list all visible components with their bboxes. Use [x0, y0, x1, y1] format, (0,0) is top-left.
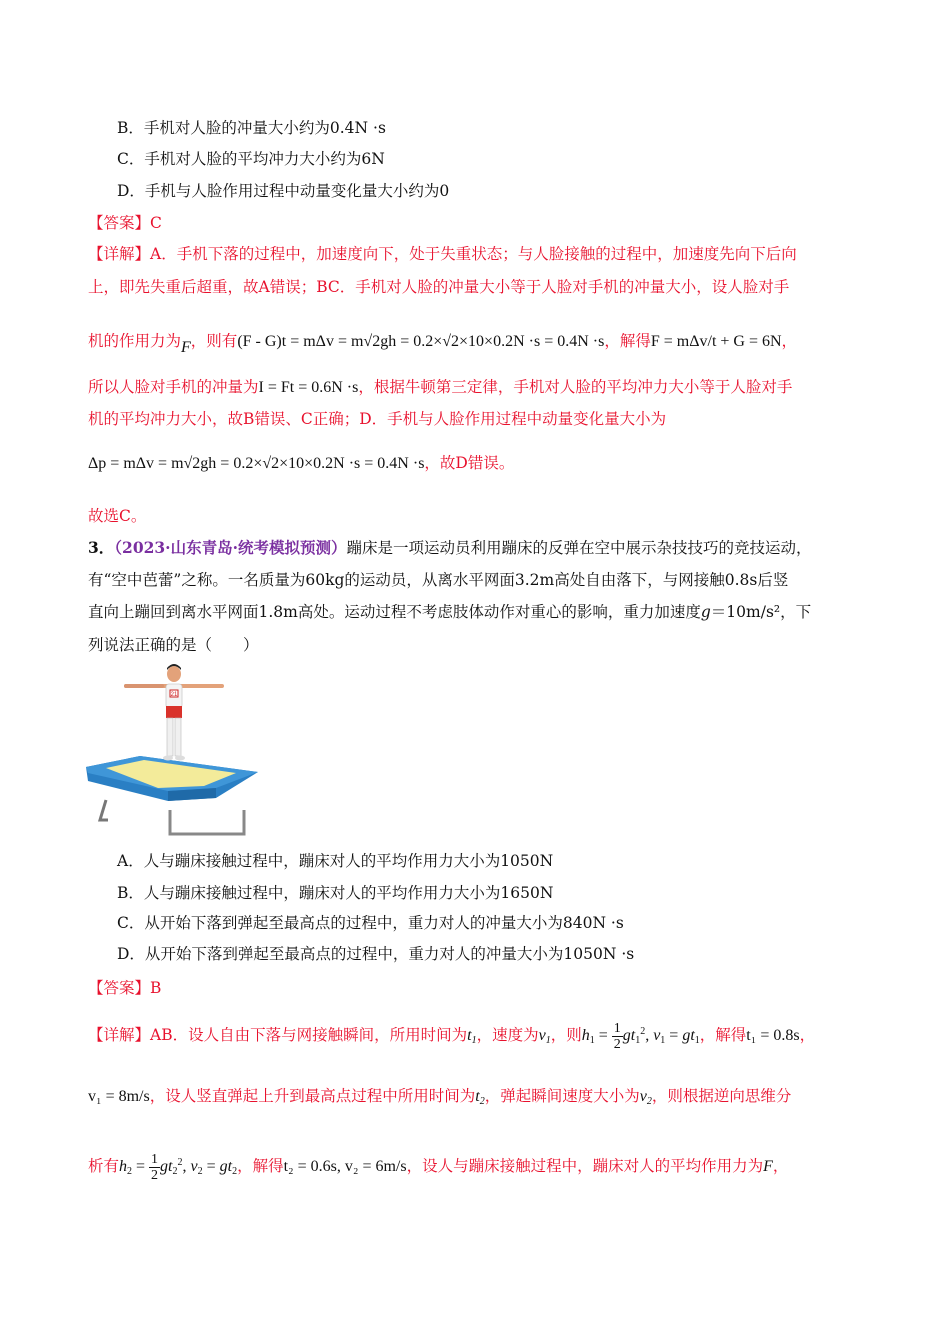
bib-number: 21	[170, 692, 178, 698]
detail-text: ，故D错误。	[424, 454, 515, 472]
detail-text: 机的作用力为	[88, 332, 182, 350]
option-b: B．人与蹦床接触过程中，蹦床对人的平均作用力大小为1650N	[117, 884, 554, 902]
detail-text: ，	[772, 1157, 789, 1176]
detail-line-2: 上，即先失重后超重，故A错误；BC．手机对人脸的冲量大小等于人脸对手机的冲量大小，设人脸对手	[88, 278, 790, 296]
answer-line	[88, 212, 162, 234]
force-variable: F	[181, 339, 191, 356]
detail-text: A．手机下落的过程中，加速度向下，处于失重状态；与人脸接触的过程中，加速度先向下后向	[150, 245, 797, 263]
option-d: D．手机与人脸作用过程中动量变化量大小约为0	[117, 182, 450, 200]
detail-text: ，则有	[190, 332, 238, 350]
detail-text: 所以人脸对手机的冲量为	[88, 378, 259, 396]
detail-line-4	[88, 376, 792, 399]
option-d: D．从开始下落到弹起至最高点的过程中，重力对人的冲量大小为1050N ·s	[117, 945, 635, 963]
impulse-on-phone-equation: I = Ft = 0.6N ·s	[258, 379, 359, 396]
answer-label: 【答案】	[88, 214, 151, 232]
option-c: C．手机对人脸的平均冲力大小约为6N	[117, 150, 385, 168]
answer-value: C	[150, 214, 162, 232]
trampoline-athlete-figure	[86, 660, 262, 838]
impulse-equation: (F - G)t = mΔv = m√2gh = 0.2×√2×10×0.2N ·s = 0.4N ·s	[237, 333, 605, 350]
detail-label: 【详解】	[88, 1026, 151, 1045]
detail-text: ，弹起瞬间速度大小为	[484, 1087, 640, 1105]
question-number: 3．	[88, 538, 115, 557]
detail-text: ，则根据逆向思维分	[651, 1087, 792, 1105]
detail-line-1	[88, 243, 797, 265]
momentum-change-equation: Δp = mΔv = m√2gh = 0.2×√2×10×0.2N ·s = 0.4N ·s	[88, 455, 425, 472]
detail-text: ，设人竖直弹起上升到最高点过程中所用时间为	[149, 1087, 476, 1105]
detail-text: ，解得	[699, 1026, 747, 1045]
detail3-line-1: 【详解】AB．设人自由下落与网接触瞬间，所用时间为$t_1$，速度为$v_1$，则$h_1$ = $\frac{1}{2}$ $gt_1^2$, $v_1 = gt_1$，解得t₁ = 0.8s，	[88, 1021, 816, 1052]
option-b: B．手机对人脸的冲量大小约为0.4N ·s	[117, 119, 386, 137]
question-stem: 直向上蹦回到离水平网面1.8m高处。运动过程不考虑肢体动作对重心的影响，重力加速度	[88, 603, 701, 621]
detail3-line-3	[88, 1152, 788, 1183]
detail-line-7: 故选C。	[88, 507, 147, 525]
question-stem: ＝10m/s²，下	[710, 603, 812, 621]
t1-result: t₁ = 0.8s	[746, 1027, 800, 1045]
detail-text: ，解得	[237, 1157, 284, 1176]
detail-text: 析有	[88, 1157, 120, 1176]
rise-height-equation: $h_2$ = $\frac{1}{2}$ $gt_2^2$, $v_2 = gt_2$	[119, 1152, 238, 1183]
detail-text: ，根据牛顿第三定律，手机对人脸的平均冲力大小等于人脸对手	[358, 378, 793, 396]
detail-text: ，解得	[604, 332, 651, 350]
option-c: C．从开始下落到弹起至最高点的过程中，重力对人的冲量大小为840N ·s	[117, 914, 624, 932]
detail-label: 【详解】	[88, 245, 151, 263]
detail-text: ，速度为	[476, 1026, 539, 1045]
force-variable: F	[763, 1158, 773, 1176]
answer-line	[88, 977, 161, 999]
question3-line-4: 列说法正确的是（ ）	[88, 636, 259, 654]
question3-line-2: 有“空中芭蕾”之称。一名质量为60kg的运动员，从离水平网面3.2m高处自由落下，与网接触0.8s后竖	[88, 571, 789, 589]
fall-height-equation: $h_1$ = $\frac{1}{2}$ $gt_1^2$, $v_1 = gt_1$	[581, 1021, 700, 1052]
detail-line-3: 机的作用力为F，则有(F - G)t = mΔv = m√2gh = 0.2×√2×10×0.2N ·s = 0.4N ·s，解得F = mΔv/t + G = 6N，	[88, 332, 798, 356]
detail3-line-2: v₁ = 8m/s，设人竖直弹起上升到最高点过程中所用时间为$t_2$，弹起瞬间速度大小为$v_2$，则根据逆向思维分	[88, 1087, 792, 1107]
trampoline-leg-left	[100, 800, 108, 820]
question3-line-3	[88, 601, 811, 623]
detail-text: AB．设人自由下落与网接触瞬间，所用时间为	[150, 1026, 468, 1045]
detail-line-6	[88, 452, 514, 475]
detail-text: ，设人与蹦床接触过程中，蹦床对人的平均作用力为	[406, 1157, 764, 1176]
question-source: （2023·山东青岛·统考模拟预测）	[114, 538, 347, 557]
detail-text: ，则	[550, 1026, 582, 1045]
detail-line-5: 机的平均冲力大小，故B错误、C正确；D．手机与人脸作用过程中动量变化量大小为	[88, 410, 667, 428]
question3-line-1	[88, 537, 812, 559]
force-result-equation: F = mΔv/t + G = 6N	[650, 333, 782, 350]
question-stem: 蹦床是一项运动员利用蹦床的反弹在空中展示杂技技巧的竞技运动，	[346, 539, 812, 557]
athlete	[124, 664, 224, 761]
gravity-symbol: g	[700, 603, 711, 621]
trampoline-leg-right	[170, 810, 244, 834]
t2-v2-result: t₂ = 0.6s, v₂ = 6m/s	[283, 1158, 407, 1176]
answer-value: B	[150, 979, 162, 997]
option-a: A．人与蹦床接触过程中，蹦床对人的平均作用力大小为1050N	[117, 852, 554, 870]
answer-label: 【答案】	[88, 979, 151, 997]
v1-result: v₁ = 8m/s	[88, 1088, 150, 1105]
